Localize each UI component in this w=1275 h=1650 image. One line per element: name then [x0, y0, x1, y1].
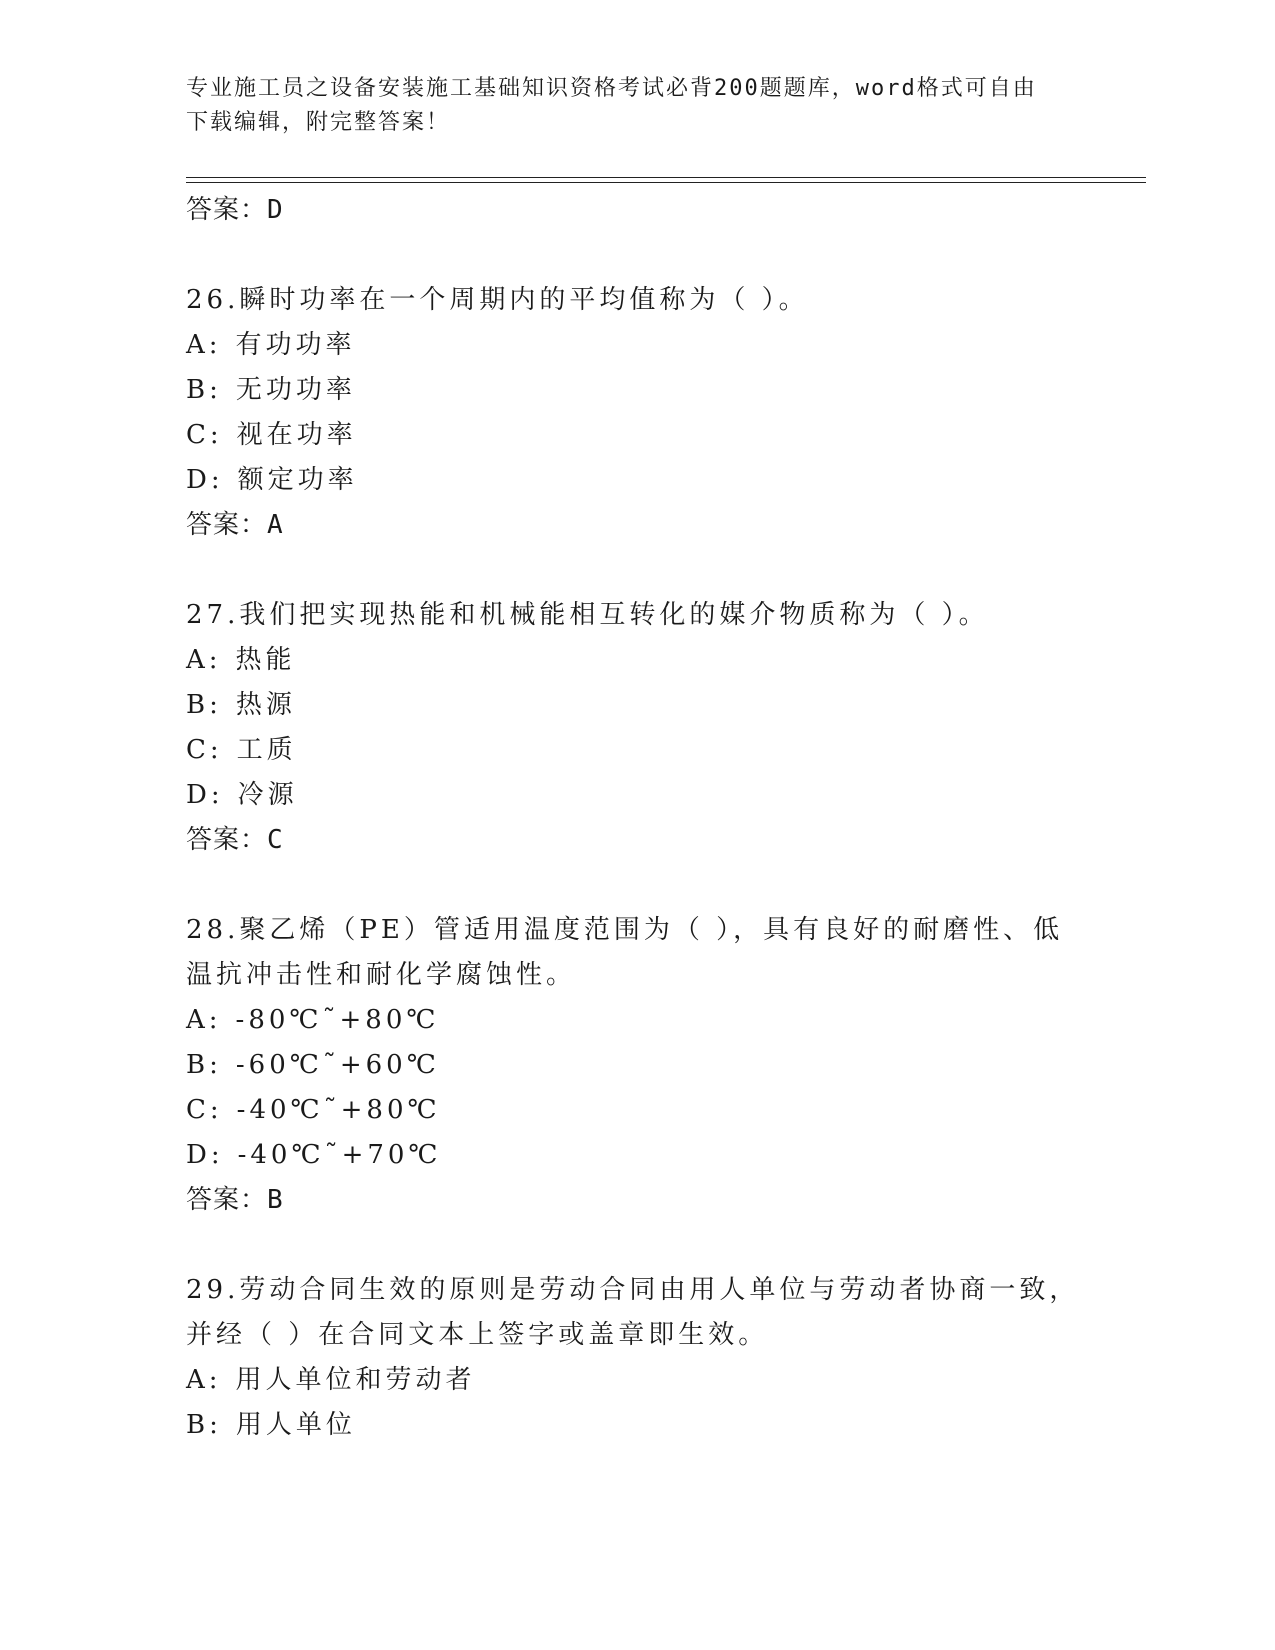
question-block: [186, 1268, 1086, 1448]
answer-line: 答案：A: [186, 510, 284, 540]
question-text: 28.聚乙烯（PE）管适用温度范围为（ ），具有良好的耐磨性、低温抗冲击性和耐化学腐蚀性。: [186, 915, 1064, 990]
question-text: 26.瞬时功率在一个周期内的平均值称为（ ）。: [186, 285, 809, 315]
option-text: 冷源: [237, 780, 298, 810]
option-text: 有功功率: [235, 330, 356, 360]
question-block: [186, 278, 1086, 547]
header-divider-top: [186, 177, 1146, 178]
question-block: [186, 908, 1086, 1222]
option-label: B:: [186, 375, 222, 405]
option-label: C:: [186, 420, 223, 450]
answer-option: [186, 773, 1086, 818]
answer-line: 答案：B: [186, 1185, 284, 1215]
answer-option: [186, 683, 1086, 728]
option-label: A:: [186, 330, 222, 360]
answer-option: [186, 638, 1086, 683]
answer-option: [186, 1088, 1086, 1133]
option-text: 热能: [235, 645, 296, 675]
option-text: 视在功率: [236, 420, 357, 450]
block-spacer: [186, 862, 1086, 908]
answer-option: [186, 1043, 1086, 1088]
question-text: 29.劳动合同生效的原则是劳动合同由用人单位与劳动者协商一致，并经（ ）在合同文本上签字或盖章即生效。: [186, 1275, 1080, 1350]
answer-option: [186, 368, 1086, 413]
block-spacer: [186, 547, 1086, 593]
answer-option: [186, 1403, 1086, 1448]
block-spacer: [186, 232, 1086, 278]
option-label: A:: [186, 1365, 222, 1395]
option-text: 工质: [236, 735, 297, 765]
question-list: [186, 188, 1086, 1448]
option-text: 用人单位和劳动者: [235, 1365, 476, 1395]
option-label: D:: [186, 780, 224, 810]
option-label: C:: [186, 735, 223, 765]
question-text: 27.我们把实现热能和机械能相互转化的媒介物质称为（ ）。: [186, 600, 989, 630]
option-text: 无功功率: [235, 375, 356, 405]
option-text: -60℃˜+60℃: [235, 1050, 440, 1080]
option-label: B:: [186, 1050, 222, 1080]
option-label: D:: [186, 1140, 224, 1170]
answer-option: [186, 323, 1086, 368]
answer-line: 答案：D: [186, 195, 284, 225]
answer-option: [186, 728, 1086, 773]
option-text: -80℃˜+80℃: [235, 1005, 440, 1035]
header-line-2: 下载编辑，附完整答案！: [186, 110, 451, 135]
document-header: [186, 72, 1066, 140]
option-label: A:: [186, 645, 222, 675]
answer-option: [186, 1133, 1086, 1178]
option-text: 热源: [235, 690, 296, 720]
option-text: -40℃˜+70℃: [237, 1140, 442, 1170]
option-label: A:: [186, 1005, 222, 1035]
header-divider-bottom: [186, 182, 1146, 183]
question-block: [186, 593, 1086, 862]
answer-option: [186, 458, 1086, 503]
header-line-1: 专业施工员之设备安装施工基础知识资格考试必背200题题库，word格式可自由: [186, 76, 1037, 101]
option-text: 额定功率: [237, 465, 358, 495]
block-spacer: [186, 1222, 1086, 1268]
option-label: C:: [186, 1095, 223, 1125]
answer-line: 答案：C: [186, 825, 284, 855]
option-text: -40℃˜+80℃: [236, 1095, 441, 1125]
answer-option: [186, 1358, 1086, 1403]
option-label: B:: [186, 690, 222, 720]
option-label: B:: [186, 1410, 222, 1440]
option-label: D:: [186, 465, 224, 495]
answer-option: [186, 413, 1086, 458]
answer-option: [186, 998, 1086, 1043]
option-text: 用人单位: [235, 1410, 356, 1440]
